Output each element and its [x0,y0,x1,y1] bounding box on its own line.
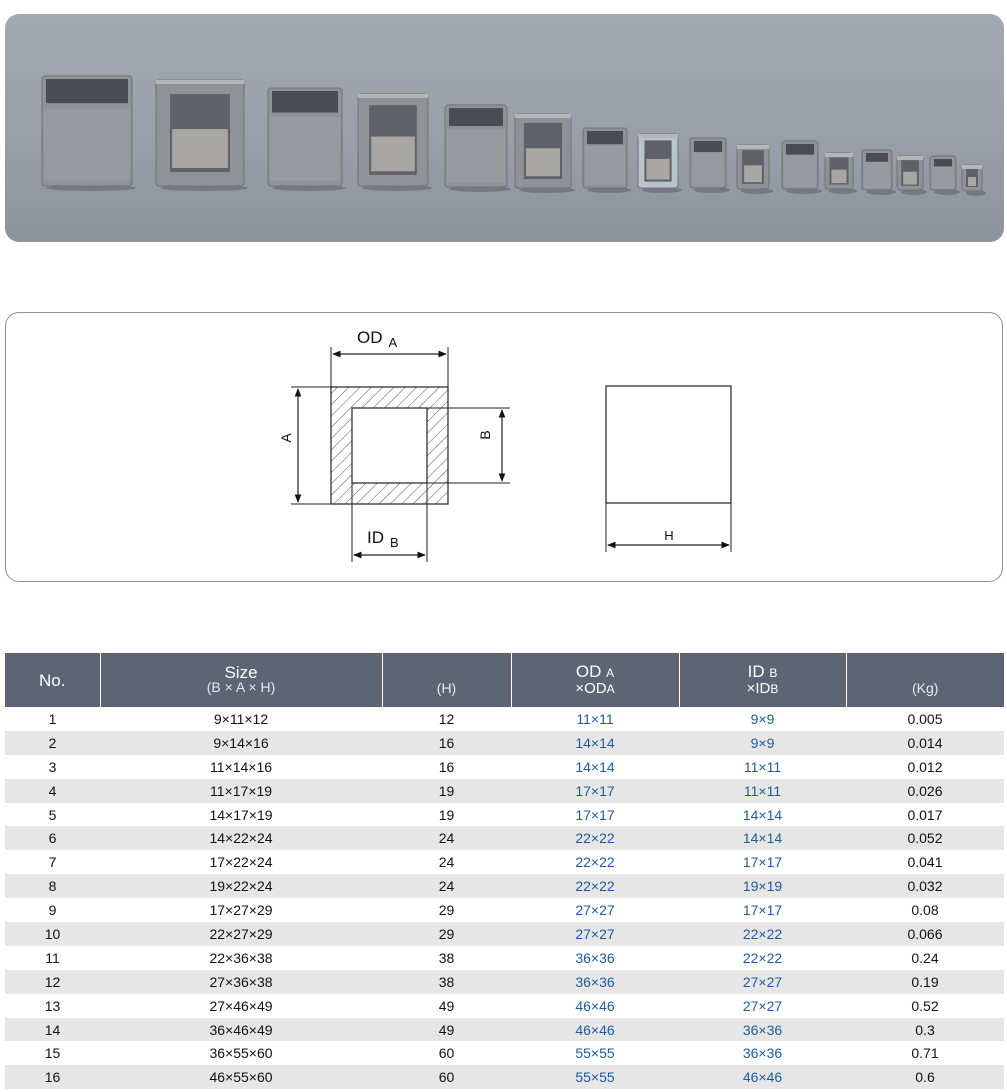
cell-no: 10 [5,922,100,946]
cell-h: 19 [382,779,511,803]
cell-kg: 0.6 [846,1065,1004,1089]
cell-size: 22×27×29 [100,922,382,946]
tube-samples-illustration [5,14,1004,242]
tube-sample [358,94,432,191]
table-row [5,731,1004,755]
cell-no: 14 [5,1018,100,1042]
cell-od: 36×36 [511,970,679,994]
cell-od: 46×46 [511,1018,679,1042]
cell-h: 24 [382,874,511,898]
table-row [5,826,1004,850]
cell-id: 17×17 [742,902,783,919]
cell-h: 29 [382,922,511,946]
table-row [5,970,1004,994]
cell-size: 46×55×60 [100,1065,382,1089]
cell-id: 14×14 [679,826,846,850]
cell-h: 49 [382,1018,511,1042]
table-header-row [5,653,1004,707]
cell-id: 17×17 [742,854,783,871]
cell-h: 16 [382,731,511,755]
id-label: ID $_B$ [367,528,399,550]
table-row [5,874,1004,898]
cell-h: 19 [438,806,455,823]
header-no: No. [5,653,100,707]
cell-od: 14×14 [575,758,615,775]
cell-no: 7 [48,854,57,871]
cell-id: 36×36 [679,1018,846,1042]
cell-no: 3 [48,758,57,775]
table-row [5,1041,1004,1065]
cell-kg: 0.3 [846,1018,1004,1042]
cell-h: 24 [382,826,511,850]
spec-table [5,653,1004,1089]
cell-id: 11×11 [679,779,846,803]
cell-size: 19×22×24 [100,874,382,898]
cell-id: 22×22 [679,922,846,946]
cell-h: 16 [438,758,455,775]
table-row [5,779,1004,803]
tube-sample [515,114,575,193]
cell-od: 22×22 [511,826,679,850]
cell-kg: 0.017 [907,806,943,823]
table-row [5,1018,1004,1042]
header-id: ID B ×IDB [679,653,846,707]
cell-od: 11×11 [576,710,614,727]
cell-od: 55×55 [575,1045,615,1062]
cell-id: 14×14 [742,806,783,823]
od-label: OD $_A$ [357,328,398,350]
cell-kg: 0.005 [907,710,943,727]
cell-h: 60 [438,1045,455,1062]
cell-od: 17×17 [511,779,679,803]
cell-no: 9 [48,902,57,919]
tube-sample [445,105,511,192]
tube-sample [583,128,631,193]
header-od: OD A ×ODA [511,653,679,707]
cell-id: 11×11 [743,758,782,775]
cell-size: 27×36×38 [100,970,382,994]
cell-size: 36×55×60 [209,1045,273,1062]
cell-size: 14×22×24 [100,826,382,850]
cell-kg: 0.041 [907,854,943,871]
cell-h: 38 [382,970,511,994]
tube-sample [42,76,136,191]
cell-size: 17×22×24 [209,854,273,871]
h-label: H [664,528,674,543]
cell-size: 22×36×38 [209,949,273,966]
cell-no: 8 [5,874,100,898]
cell-size: 36×46×49 [100,1018,382,1042]
cell-no: 13 [44,997,61,1014]
table-row [5,707,1004,731]
header-kg: (Kg) [846,653,1004,707]
cell-id: 9×9 [750,710,775,727]
cell-h: 29 [438,902,455,919]
table-row [5,850,1004,874]
cell-kg: 0.066 [846,922,1004,946]
tube-bore [352,408,427,483]
cell-od: 22×22 [575,854,615,871]
cell-size: 14×17×19 [209,806,273,823]
tube-sample [737,145,773,194]
cell-od: 55×55 [511,1065,679,1089]
cell-no: 11 [45,949,60,966]
cell-od: 27×27 [511,922,679,946]
cell-size: 27×46×49 [209,997,273,1014]
header-size: Size (B × A × H) [100,653,382,707]
product-photo [5,14,1004,242]
tube-sample [268,88,346,191]
dimension-diagram [5,312,1003,582]
header-h: (H) [382,653,511,707]
tube-sample [690,138,730,193]
table-row [5,803,1004,827]
cell-id: 27×27 [742,997,783,1014]
cell-id: 19×19 [679,874,846,898]
table-row [5,755,1004,779]
a-label: A [278,433,294,443]
cell-h: 49 [438,997,455,1014]
table-row [5,946,1004,970]
cell-od: 36×36 [575,949,615,966]
tube-sample [638,134,682,193]
cell-kg: 0.012 [907,758,943,775]
cell-size: 11×14×16 [209,758,273,775]
cell-h: 38 [438,949,455,966]
cell-kg: 0.08 [911,902,939,919]
cell-size: 17×27×29 [209,902,273,919]
cell-no: 6 [5,826,100,850]
cell-kg: 0.032 [846,874,1004,898]
cell-kg: 0.19 [846,970,1004,994]
cell-kg: 0.52 [911,997,939,1014]
cell-size: 11×17×19 [100,779,382,803]
b-label: B [477,430,493,440]
table-row [5,1065,1004,1089]
cell-size: 9×11×12 [213,710,269,727]
cell-no: 2 [5,731,100,755]
cell-kg: 0.052 [846,826,1004,850]
cell-od: 17×17 [575,806,615,823]
cell-no: 5 [48,806,57,823]
dimension-drawing [5,312,1003,582]
cell-kg: 0.24 [911,949,939,966]
cell-id: 27×27 [679,970,846,994]
cell-no: 1 [48,710,57,727]
table-row [5,922,1004,946]
table-row [5,898,1004,922]
cell-size: 9×14×16 [100,731,382,755]
cell-id: 46×46 [679,1065,846,1089]
tube-sample [862,150,896,195]
tube-sample [156,80,248,191]
cell-od: 14×14 [511,731,679,755]
tube-sample [930,156,960,195]
cell-no: 4 [5,779,100,803]
tube-sample [897,156,927,195]
cell-h: 12 [438,710,455,727]
cell-no: 12 [5,970,100,994]
cell-id: 36×36 [742,1045,783,1062]
cell-id: 9×9 [679,731,846,755]
cell-od: 46×46 [575,997,615,1014]
cell-h: 60 [382,1065,511,1089]
table-row [5,994,1004,1018]
cell-kg: 0.014 [846,731,1004,755]
cell-no: 15 [44,1045,61,1062]
cell-id: 22×22 [742,949,783,966]
tube-sample [825,153,857,194]
tube-sample [962,165,986,196]
cell-kg: 0.026 [846,779,1004,803]
tube-side-view [606,386,731,503]
cell-od: 22×22 [511,874,679,898]
cell-od: 27×27 [575,902,615,919]
cell-no: 16 [5,1065,100,1089]
cell-h: 24 [438,854,455,871]
tube-sample [782,141,822,194]
cell-kg: 0.71 [911,1045,939,1062]
